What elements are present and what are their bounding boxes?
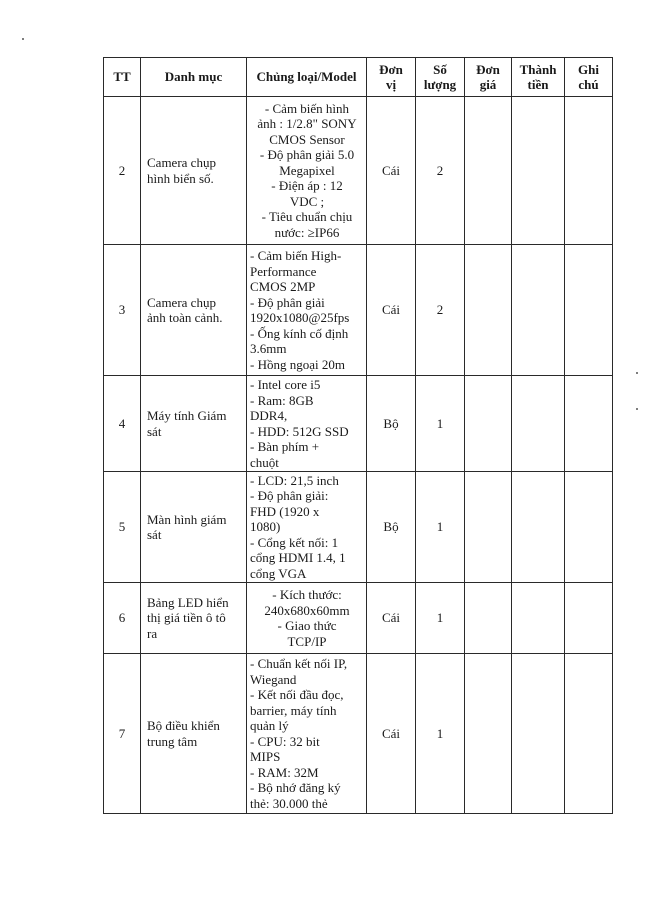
cell-line: - Cổng kết nối: 1 — [250, 534, 339, 550]
cell-line: 3.6mm — [250, 341, 287, 356]
cell-line: barrier, máy tính — [250, 702, 337, 718]
cell-line: Wiegand — [250, 671, 297, 687]
cell-line: ra — [147, 625, 158, 641]
cell-line: chuột — [250, 454, 279, 470]
header-line: chú — [578, 77, 599, 92]
total-cell — [512, 654, 565, 814]
cell-line: - Intel core i5 — [250, 377, 321, 392]
unit-price-cell — [465, 654, 512, 814]
cell-line: Camera chụp — [147, 155, 216, 170]
unit-price-cell — [465, 376, 512, 472]
cell-line: cổng VGA — [250, 565, 307, 581]
cell-line: - Bàn phím + — [250, 439, 320, 454]
cell-line: - CPU: 32 bit — [250, 733, 320, 749]
scan-speck — [636, 408, 638, 410]
cell-line: 1080) — [250, 519, 281, 535]
header-model: Chủng loại/Model — [247, 58, 367, 97]
cell-line: TCP/IP — [287, 633, 327, 649]
header-category: Danh mục — [141, 58, 247, 97]
total-cell — [512, 472, 565, 583]
unit-price-cell — [465, 245, 512, 376]
model-spec-cell — [247, 97, 367, 245]
cell-line: DDR4, — [250, 408, 288, 423]
header-unit — [367, 58, 416, 97]
cell-line: MIPS — [250, 749, 281, 764]
cell-line: - Độ phân giải 5.0 — [259, 147, 355, 163]
note-cell — [565, 654, 613, 814]
scan-speck — [22, 38, 24, 40]
header-line: giá — [479, 77, 497, 92]
cell-line: cổng HDMI 1.4, 1 — [250, 550, 346, 566]
cell-line: - RAM: 32M — [250, 764, 319, 780]
category-cell — [141, 472, 247, 583]
header-line: Đơn — [476, 61, 500, 77]
model-spec-cell — [247, 245, 367, 376]
category-cell — [141, 245, 247, 376]
header-note — [565, 58, 613, 97]
unit-cell: Bộ — [367, 376, 416, 472]
row-number-cell: 5 — [104, 472, 141, 583]
header-total — [512, 58, 565, 97]
quantity-cell: 1 — [416, 583, 465, 654]
cell-line: - Kích thước: — [272, 587, 342, 602]
cell-line: Camera chụp — [147, 294, 216, 310]
unit-cell: Cái — [367, 583, 416, 654]
cell-line: Màn hình giám — [147, 511, 227, 527]
cell-line: hình biển số. — [147, 170, 214, 186]
equipment-table — [103, 57, 613, 814]
unit-price-cell — [465, 583, 512, 654]
total-cell — [512, 245, 565, 376]
cell-line: - Chuẩn kết nối IP, — [250, 656, 348, 671]
model-spec-cell — [247, 654, 367, 814]
quantity-cell: 2 — [416, 245, 465, 376]
quantity-cell: 1 — [416, 472, 465, 583]
table-row — [104, 654, 613, 814]
cell-line: - Ram: 8GB — [250, 392, 314, 408]
quantity-cell: 1 — [416, 376, 465, 472]
category-cell — [141, 97, 247, 245]
cell-line: Bảng LED hiển — [147, 594, 229, 610]
category-cell — [141, 376, 247, 472]
total-cell — [512, 376, 565, 472]
cell-line: quản lý — [250, 718, 289, 733]
cell-line: 1920x1080@25fps — [250, 310, 350, 325]
header-line: Đơn — [379, 61, 403, 77]
row-number-cell: 7 — [104, 654, 141, 814]
table-row — [104, 376, 613, 472]
header-unit-price — [465, 58, 512, 97]
header-line: Số — [433, 61, 447, 77]
scan-speck — [636, 372, 638, 374]
cell-line: - Bộ nhớ đăng ký — [250, 780, 341, 795]
note-cell — [565, 376, 613, 472]
cell-line: ảnh toàn cảnh. — [147, 310, 223, 325]
model-spec-cell — [247, 472, 367, 583]
header-line: Ghi — [578, 61, 599, 77]
cell-line: - Ống kính cố định — [250, 325, 349, 341]
cell-line: - Kết nối đầu đọc, — [250, 687, 344, 702]
cell-line: - Độ phân giải: — [250, 488, 329, 504]
table-row — [104, 245, 613, 376]
note-cell — [565, 97, 613, 245]
total-cell — [512, 97, 565, 245]
model-spec-cell — [247, 583, 367, 654]
row-number-cell: 2 — [104, 97, 141, 245]
note-cell — [565, 245, 613, 376]
cell-line: - LCD: 21,5 inch — [250, 472, 339, 488]
cell-line: Bộ điều khiển — [147, 718, 220, 733]
unit-cell: Cái — [367, 245, 416, 376]
cell-line: - HDD: 512G SSD — [250, 423, 349, 439]
table-row — [104, 472, 613, 583]
cell-line: - Giao thức — [277, 618, 337, 633]
table-row — [104, 583, 613, 654]
cell-line: nước: ≥IP66 — [274, 224, 340, 240]
header-line: lượng — [423, 77, 457, 92]
unit-cell: Cái — [367, 97, 416, 245]
header-line: tiền — [527, 77, 549, 92]
cell-line: sát — [147, 423, 162, 439]
cell-line: Máy tính Giám — [147, 408, 227, 423]
note-cell — [565, 583, 613, 654]
header-line: vị — [385, 77, 397, 92]
unit-cell: Bộ — [367, 472, 416, 583]
unit-cell: Cái — [367, 654, 416, 814]
cell-line: VDC ; — [289, 193, 325, 209]
cell-line: - Điện áp : 12 — [271, 178, 343, 194]
cell-line: thị giá tiền ô tô — [147, 610, 226, 626]
unit-price-cell — [465, 97, 512, 245]
cell-line: - Độ phân giải — [250, 294, 325, 310]
cell-line: sát — [147, 527, 162, 542]
cell-line: - Tiêu chuẩn chịu — [261, 209, 353, 225]
cell-line: ảnh : 1/2.8" SONY — [257, 116, 357, 132]
total-cell — [512, 583, 565, 654]
cell-line: thẻ: 30.000 thẻ — [250, 795, 328, 811]
cell-line: Performance — [250, 263, 317, 279]
category-cell — [141, 654, 247, 814]
cell-line: trung tâm — [147, 733, 198, 749]
cell-line: 240x680x60mm — [264, 602, 350, 618]
category-cell — [141, 583, 247, 654]
header-quantity — [416, 58, 465, 97]
quantity-cell: 1 — [416, 654, 465, 814]
row-number-cell: 4 — [104, 376, 141, 472]
cell-line: - Cảm biến High- — [250, 248, 342, 263]
cell-line: - Hồng ngoại 20m — [250, 356, 345, 372]
header-line: Thành — [519, 61, 557, 77]
cell-line: FHD (1920 x — [250, 503, 320, 519]
cell-line: - Cảm biến hình — [264, 100, 350, 116]
row-number-cell: 3 — [104, 245, 141, 376]
model-spec-cell — [247, 376, 367, 472]
quantity-cell: 2 — [416, 97, 465, 245]
cell-line: CMOS Sensor — [269, 131, 345, 147]
table-header-row — [104, 58, 613, 97]
cell-line: Megapixel — [279, 162, 335, 178]
header-tt: TT — [104, 58, 141, 97]
unit-price-cell — [465, 472, 512, 583]
cell-line: CMOS 2MP — [250, 279, 316, 294]
note-cell — [565, 472, 613, 583]
table-row — [104, 97, 613, 245]
row-number-cell: 6 — [104, 583, 141, 654]
